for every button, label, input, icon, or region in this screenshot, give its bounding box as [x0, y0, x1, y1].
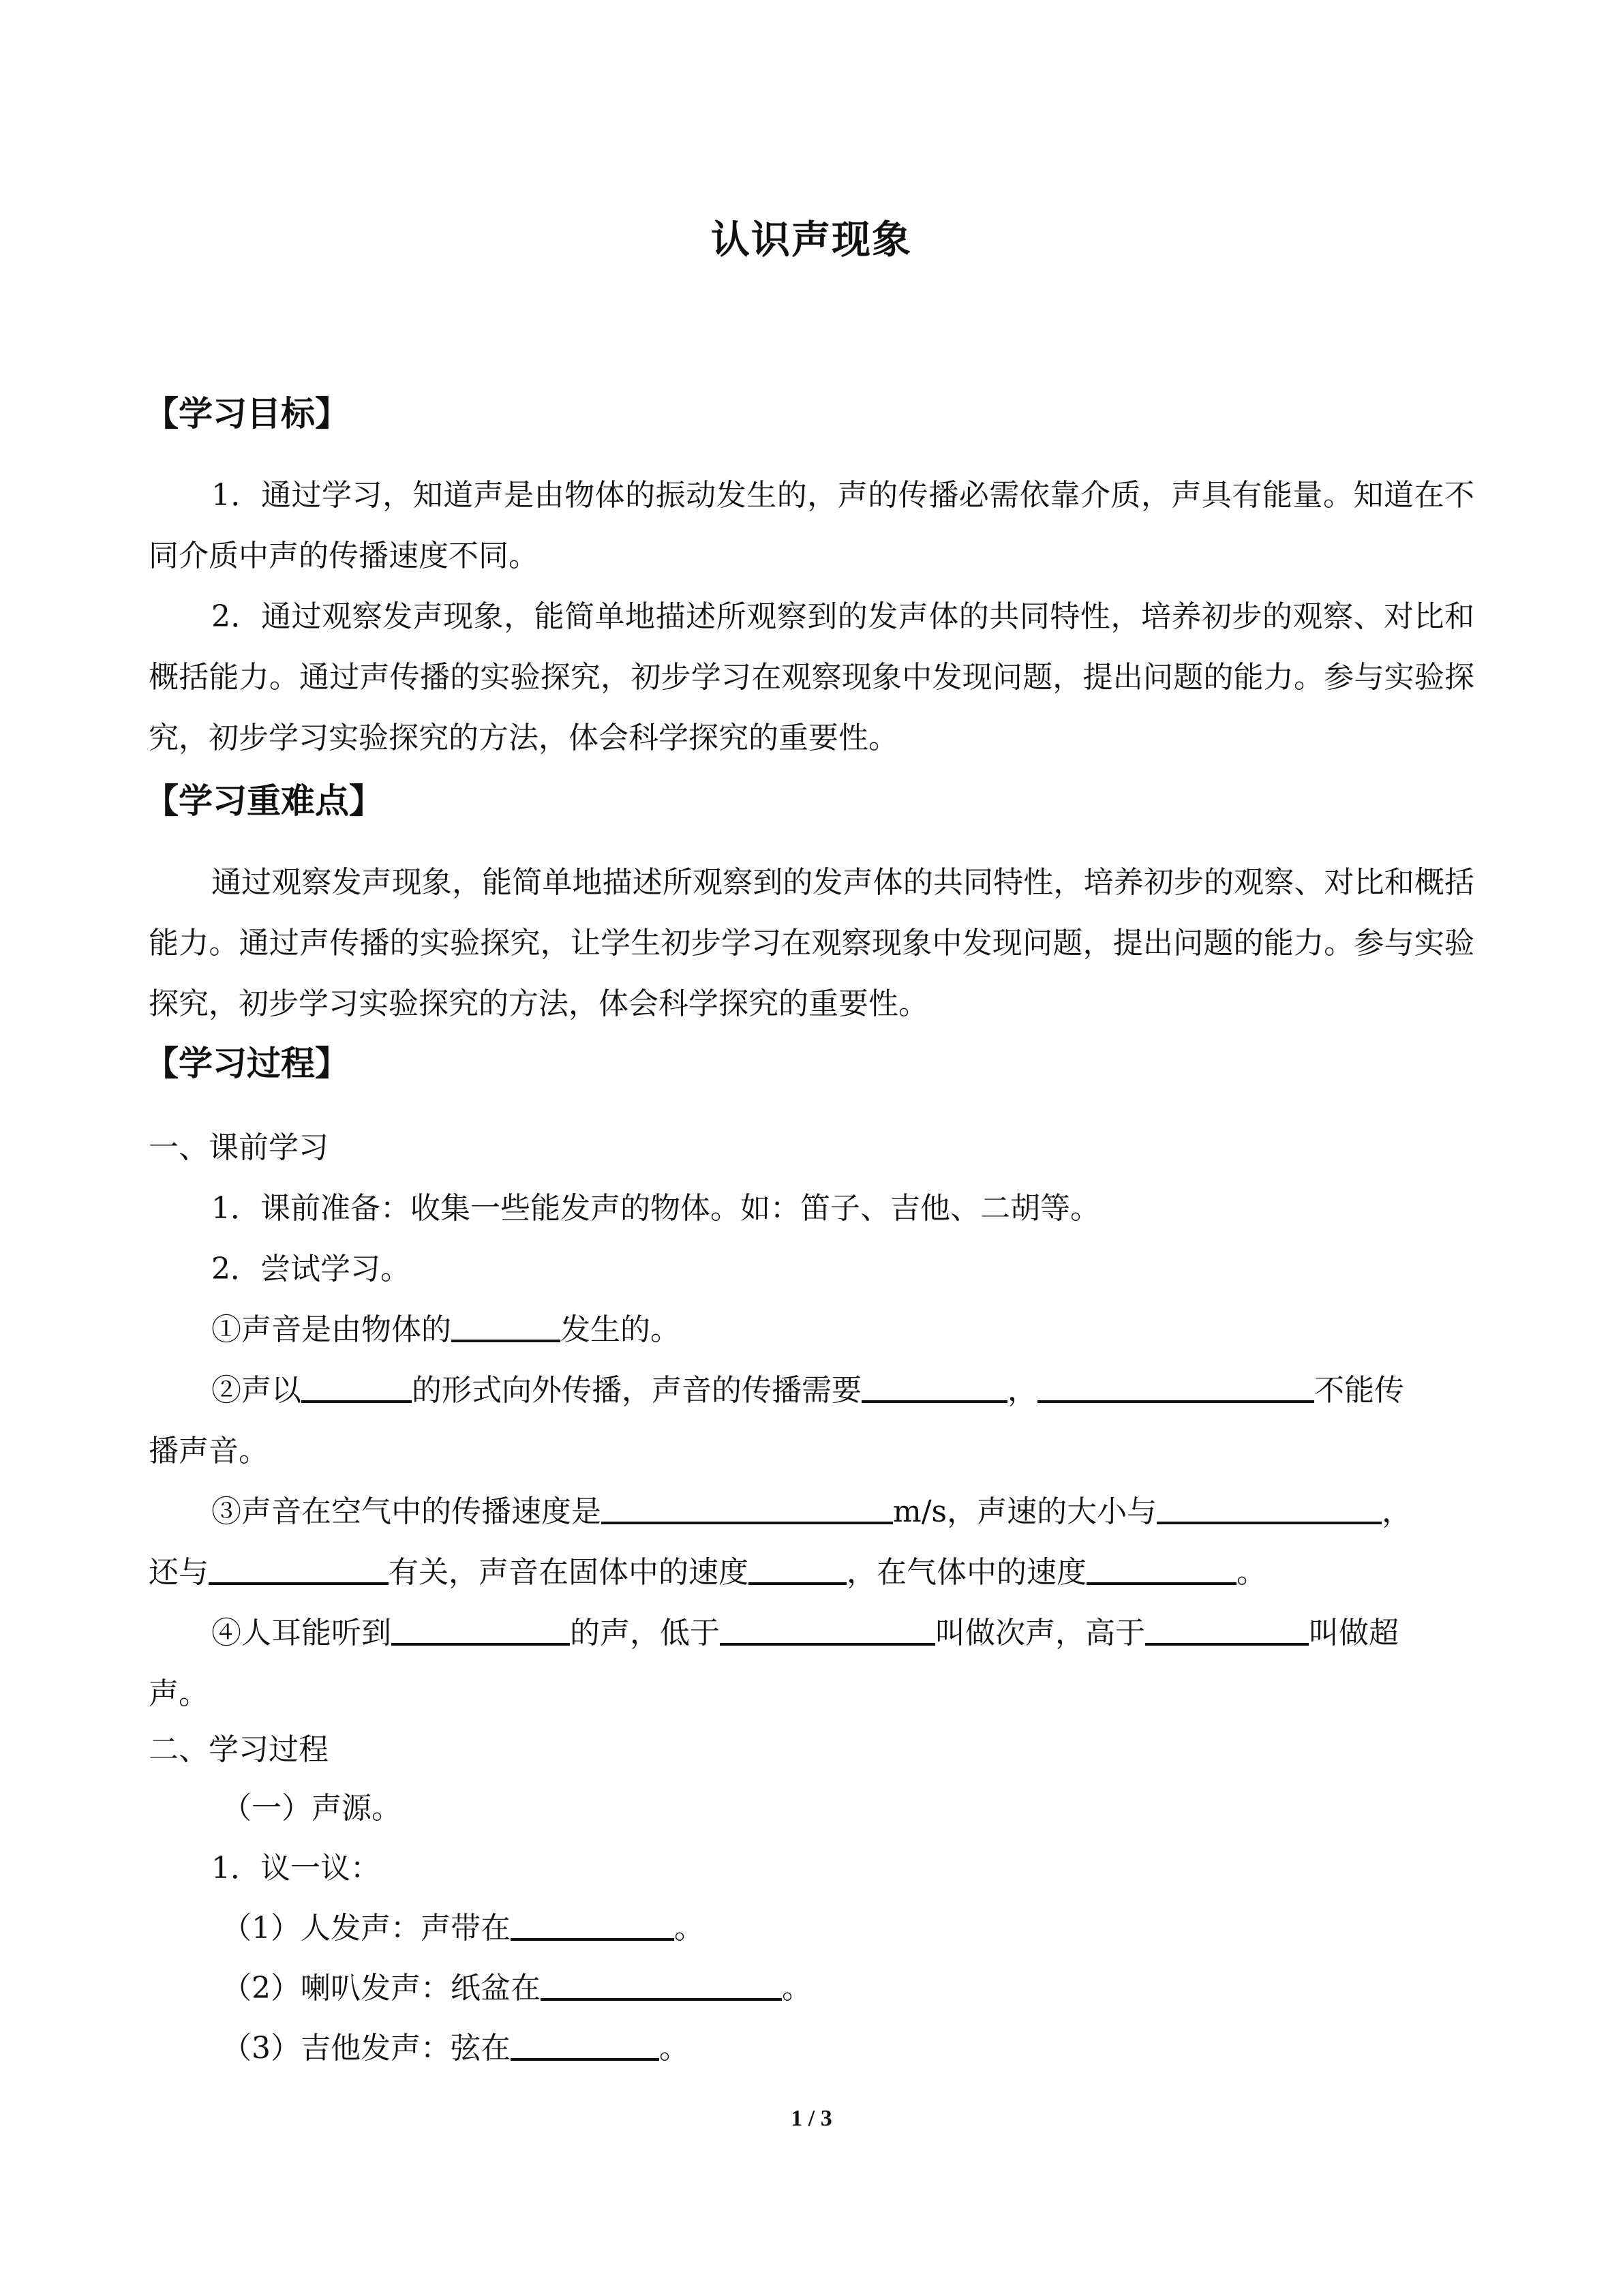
q4-text-c: 叫做次声，高于	[935, 1616, 1145, 1650]
d3-text-b: 。	[659, 2031, 689, 2066]
fill-blank[interactable]	[391, 1616, 570, 1646]
subsection-sound-source: （一）声源。	[222, 1791, 401, 1826]
q3-text-f: ，在气体中的速度	[847, 1555, 1087, 1590]
fill-blank[interactable]	[541, 1971, 782, 2001]
question-3-cont	[149, 1545, 1266, 1600]
goals-paragraph-2: 2．通过观察发声现象，能简单地描述所观察到的发声体的共同特性，培养初步的观察、对比和概括能力。通过声传播的实验探究，初步学习在观察现象中发现问题，提出问题的能力。参与实验探究，初步学习实验探究的方法，体会科学探究的重要性。	[149, 599, 1474, 755]
d1-text-a: （1）人发声：声带在	[222, 1911, 511, 1946]
q4-text-b: 的声，低于	[570, 1616, 720, 1650]
prep-item: 1．课前准备：收集一些能发声的物体。如：笛子、吉他、二胡等。	[211, 1191, 1100, 1226]
question-1	[211, 1303, 680, 1357]
q3-text-g: 。	[1237, 1555, 1266, 1590]
fill-blank[interactable]	[720, 1616, 935, 1646]
q2-text-b: 的形式向外传播，声音的传播需要	[412, 1373, 862, 1408]
q1-text-a: ①声音是由物体的	[211, 1312, 451, 1347]
question-2-cont: 播声音。	[149, 1434, 269, 1468]
fill-blank[interactable]	[748, 1555, 847, 1585]
q1-text-b: 发生的。	[560, 1312, 680, 1347]
q3-text-c: ，	[1382, 1494, 1412, 1529]
question-4-cont: 声。	[149, 1676, 209, 1711]
question-2	[211, 1363, 1404, 1418]
q2-text-d: 不能传	[1314, 1373, 1404, 1408]
section-heading-process: 【学习过程】	[145, 1044, 349, 1083]
discuss-item: 1．议一议：	[211, 1851, 380, 1886]
fill-blank[interactable]	[451, 1312, 560, 1342]
goals-paragraph-1: 1．通过学习，知道声是由物体的振动发生的，声的传播必需依靠介质，声具有能量。知道在不同介质中声的传播速度不同。	[149, 478, 1474, 573]
q4-text-d: 叫做超	[1309, 1616, 1399, 1650]
fill-blank[interactable]	[862, 1373, 1007, 1403]
fill-blank[interactable]	[511, 2031, 659, 2061]
section-heading-goals: 【学习目标】	[145, 394, 349, 434]
section-heading-key-points: 【学习重难点】	[145, 781, 383, 821]
d1-text-b: 。	[674, 1911, 704, 1946]
page-number: 1 / 3	[791, 2106, 832, 2131]
document-title: 认识声现象	[711, 217, 912, 262]
q2-text-c: ，	[1007, 1373, 1037, 1408]
fill-blank[interactable]	[301, 1373, 412, 1403]
q3-text-e: 有关，声音在固体中的速度	[389, 1555, 748, 1590]
q2-text-a: ②声以	[211, 1373, 301, 1408]
q3-text-b: m/s，声速的大小与	[893, 1494, 1157, 1529]
fill-blank[interactable]	[1037, 1373, 1314, 1403]
fill-blank[interactable]	[1145, 1616, 1309, 1646]
fill-blank[interactable]	[209, 1555, 389, 1585]
try-item: 2．尝试学习。	[211, 1252, 410, 1286]
fill-blank[interactable]	[601, 1494, 893, 1524]
fill-blank[interactable]	[1087, 1555, 1237, 1585]
fill-blank[interactable]	[511, 1911, 674, 1941]
d2-text-b: 。	[782, 1971, 812, 2006]
q3-text-a: ③声音在空气中的传播速度是	[211, 1494, 601, 1529]
part1-heading: 一、课前学习	[149, 1130, 329, 1165]
question-3	[211, 1485, 1412, 1539]
discuss-3	[222, 2021, 689, 2076]
discuss-2	[222, 1961, 812, 2016]
key-points-paragraph: 通过观察发声现象，能简单地描述所观察到的发声体的共同特性，培养初步的观察、对比和概括能力。通过声传播的实验探究，让学生初步学习在观察现象中发现问题，提出问题的能力。参与实验探究，初步学习实验探究的方法，体会科学探究的重要性。	[149, 865, 1474, 1021]
part2-heading: 二、学习过程	[149, 1732, 329, 1767]
fill-blank[interactable]	[1157, 1494, 1382, 1524]
q4-text-a: ④人耳能听到	[211, 1616, 391, 1650]
discuss-1	[222, 1901, 704, 1956]
d2-text-a: （2）喇叭发声：纸盆在	[222, 1971, 541, 2006]
d3-text-a: （3）吉他发声：弦在	[222, 2031, 511, 2066]
q3-text-d: 还与	[149, 1555, 209, 1590]
question-4	[211, 1606, 1399, 1661]
